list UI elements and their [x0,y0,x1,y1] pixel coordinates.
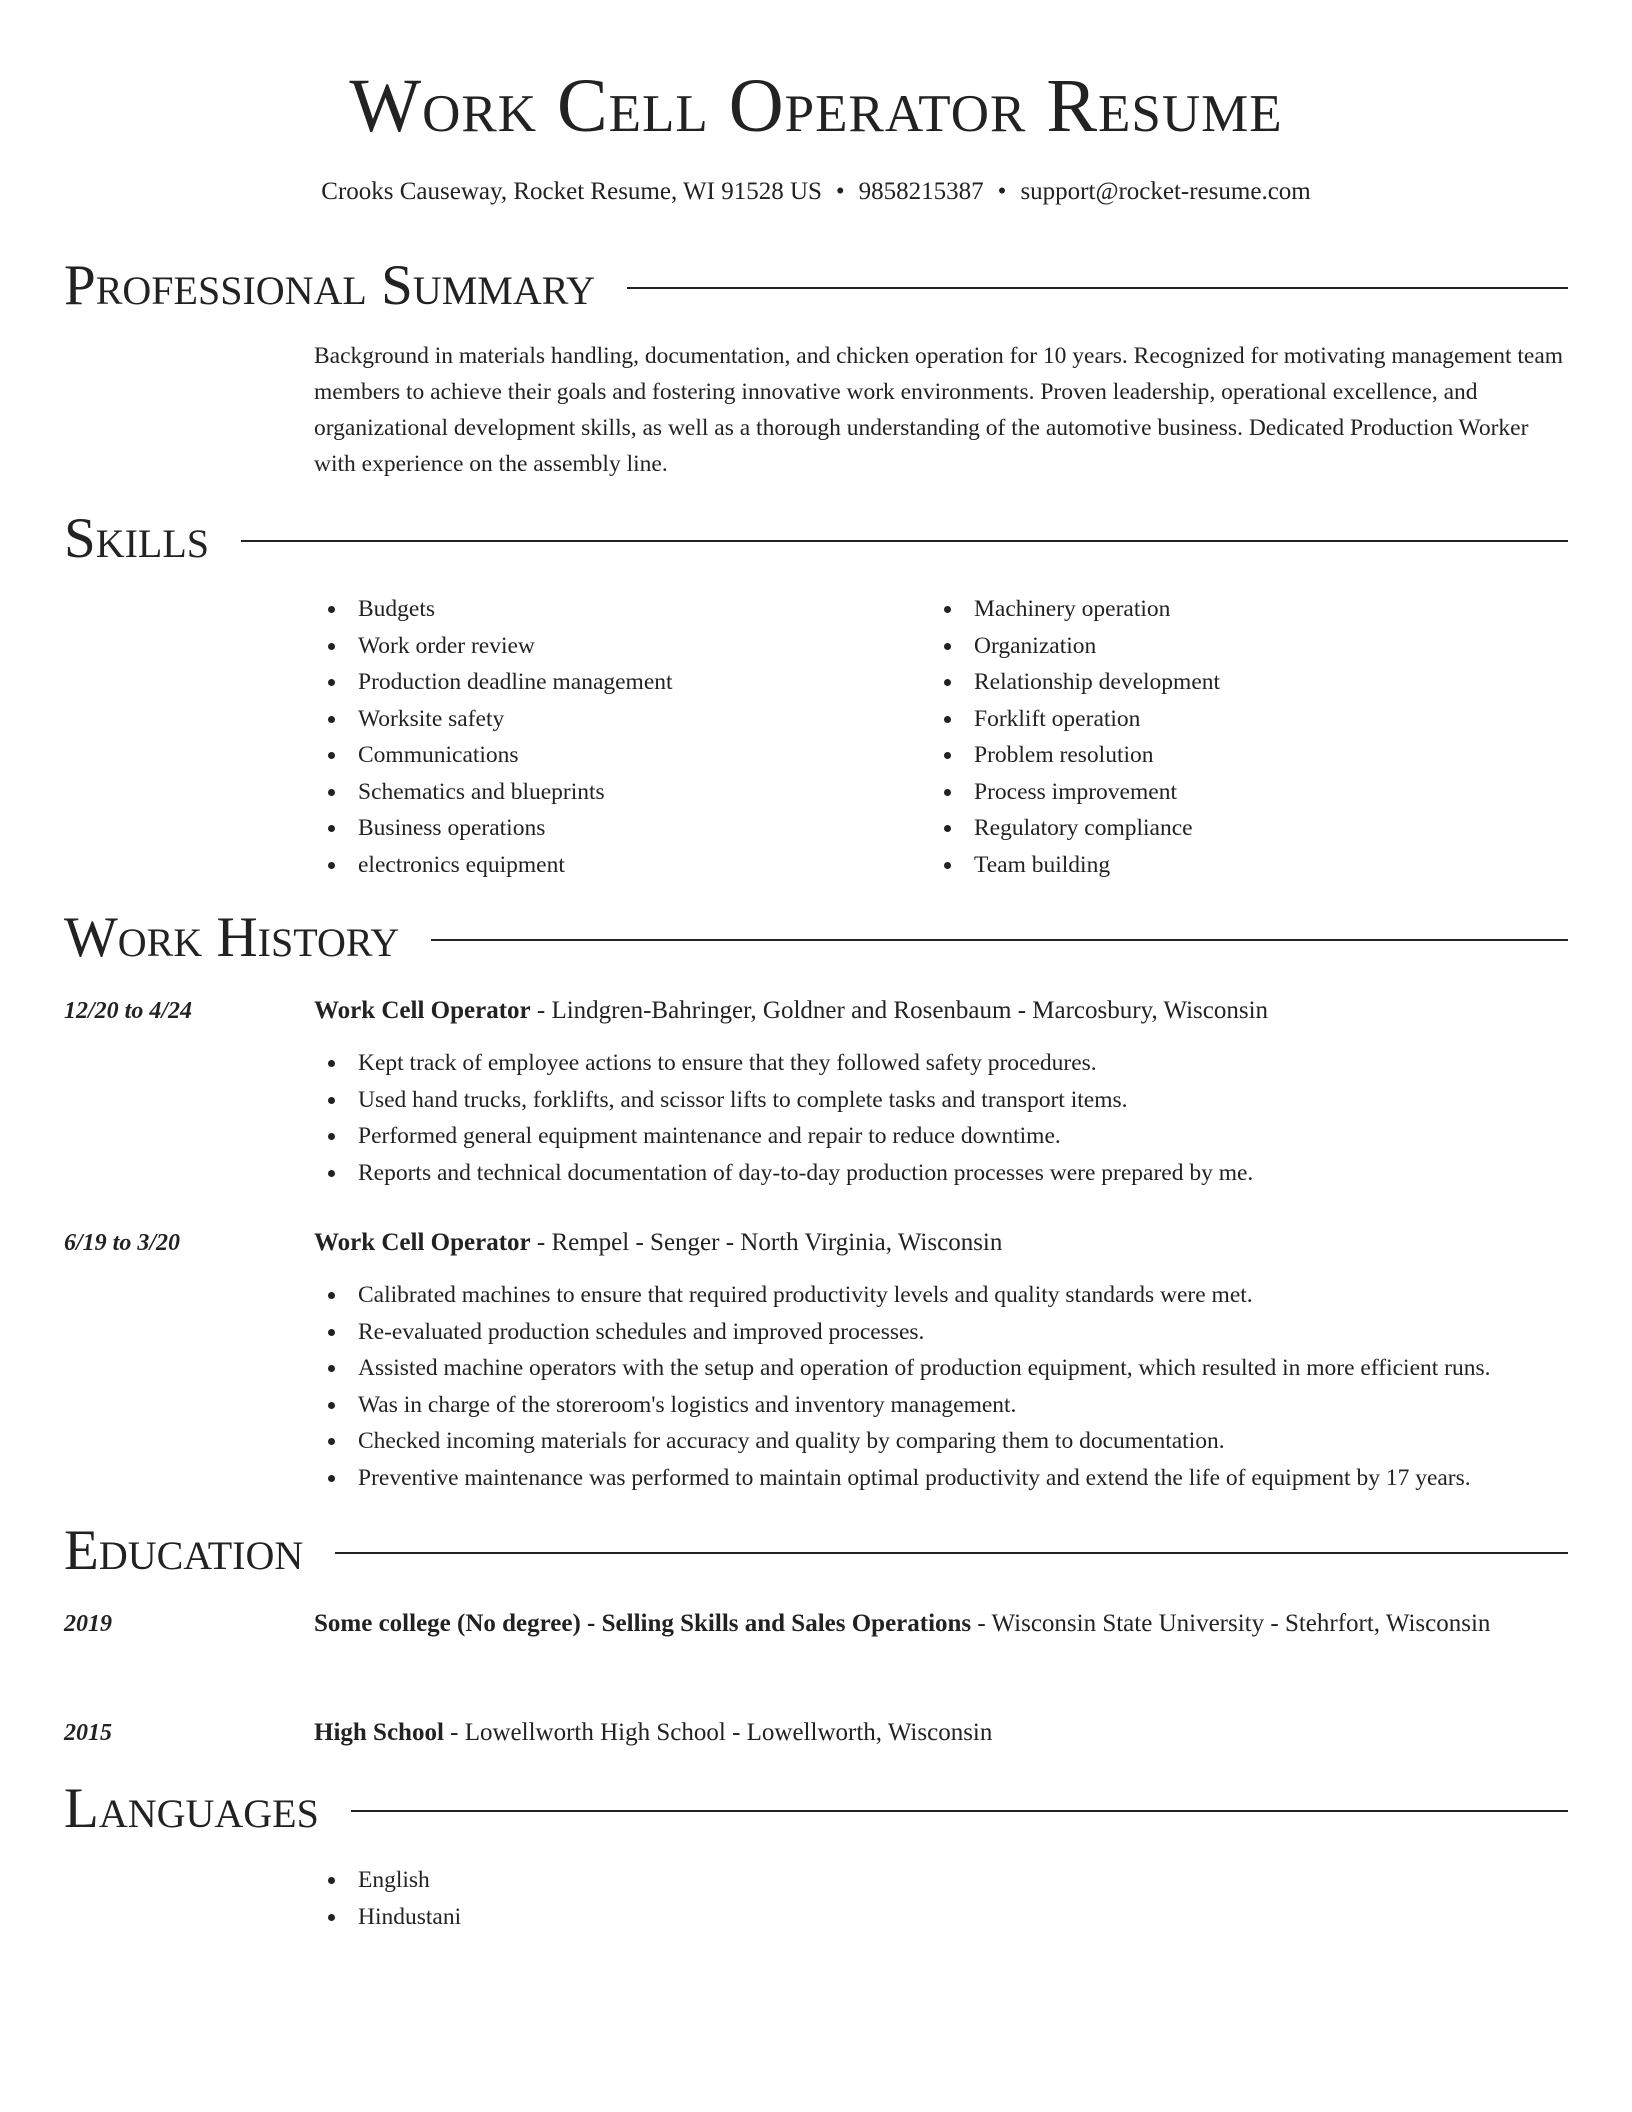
summary-heading: Professional Summary [64,254,596,317]
skill-item: Communications [314,737,914,774]
job-details: - Lindgren-Bahringer, Goldner and Rosenbaum - Marcosbury, Wisconsin [530,997,1269,1024]
job-bullet: Reports and technical documentation of day-to-day production processes were prepared by me. [314,1155,1574,1192]
contact-phone: 9858215387 [858,178,984,205]
section-divider [241,540,1568,542]
job-bullet: Used hand trucks, forklifts, and scissor lifts to complete tasks and transport items. [314,1082,1574,1119]
job-details: - Rempel - Senger - North Virginia, Wisconsin [530,1229,1003,1256]
section-divider [335,1552,1568,1554]
summary-section-header [64,253,1568,319]
skill-item: Regulatory compliance [930,810,1530,847]
languages-heading: Languages [64,1777,319,1840]
skill-item: Schematics and blueprints [314,774,914,811]
job-title: Work Cell Operator [314,997,531,1024]
skill-item: Budgets [314,591,914,628]
skill-item: Production deadline management [314,664,914,701]
skills-section-header [64,506,1568,572]
education-section-header [64,1518,1568,1584]
job-bullet: Was in charge of the storeroom's logistics and inventory management. [314,1387,1574,1424]
education-entry [314,1714,1570,1752]
education-details: - Lowellworth High School - Lowellworth, Wisconsin [443,1719,993,1746]
contact-line [0,176,1632,208]
contact-email: support@rocket-resume.com [1020,178,1311,205]
skill-item: Problem resolution [930,737,1530,774]
skill-item: Business operations [314,810,914,847]
skill-item: Organization [930,628,1530,665]
education-heading: Education [64,1519,304,1582]
education-degree: High School [314,1719,444,1746]
job-bullet: Assisted machine operators with the setup and operation of production equipment, which resulted in more efficient runs. [314,1350,1574,1387]
contact-separator: • [997,178,1007,205]
contact-address: Crooks Causeway, Rocket Resume, WI 91528 US [321,178,822,205]
work-history-heading: Work History [64,906,400,969]
job-bullets [314,1277,1574,1496]
skill-item: Machinery operation [930,591,1530,628]
job-bullet: Checked incoming materials for accuracy and quality by comparing them to documentation. [314,1423,1574,1460]
skill-item: electronics equipment [314,847,914,884]
skill-item: Process improvement [930,774,1530,811]
skill-item: Worksite safety [314,701,914,738]
languages-section-header [64,1776,1568,1842]
education-entry [314,1605,1504,1643]
job-bullet: Performed general equipment maintenance and repair to reduce downtime. [314,1118,1574,1155]
job-heading [314,992,1570,1030]
section-divider [351,1810,1568,1812]
languages-list [314,1862,1574,1935]
education-degree: Some college (No degree) - Selling Skills and Sales Operations [314,1610,972,1637]
job-dates: 12/20 to 4/24 [64,998,193,1024]
job-bullet: Preventive maintenance was performed to maintain optimal productivity and extend the life of equipment by 17 years. [314,1460,1574,1497]
education-year: 2019 [64,1611,112,1637]
job-bullets [314,1045,1574,1191]
skill-item: Work order review [314,628,914,665]
resume-title: Work Cell Operator Resume [349,64,1283,148]
skill-item: Forklift operation [930,701,1530,738]
job-heading [314,1224,1570,1262]
job-dates: 6/19 to 3/20 [64,1230,181,1256]
work-history-section-header [64,905,1568,971]
skills-list-right [930,591,1530,883]
language-item: Hindustani [314,1899,1574,1936]
education-details: - Wisconsin State University - Stehrfort, Wisconsin [971,1610,1491,1637]
summary-text: Background in materials handling, documentation, and chicken operation for 10 years. Recognized for motivating management team members to achieve their goals and fostering innovative work environments. Proven leadership, operational excellence, and organizational development skills, as well as a thorough understanding of the automotive business. Dedicated Production Worker with experience on the assembly line. [314,343,1564,477]
skills-list-left [314,591,914,883]
job-title: Work Cell Operator [314,1229,531,1256]
job-bullet: Re-evaluated production schedules and improved processes. [314,1314,1574,1351]
skill-item: Relationship development [930,664,1530,701]
skills-heading: Skills [64,507,210,570]
job-bullet: Kept track of employee actions to ensure that they followed safety procedures. [314,1045,1574,1082]
job-bullet: Calibrated machines to ensure that required productivity levels and quality standards were met. [314,1277,1574,1314]
language-item: English [314,1862,1574,1899]
section-divider [431,939,1568,941]
skill-item: Team building [930,847,1530,884]
contact-separator: • [835,178,845,205]
section-divider [627,287,1568,289]
education-year: 2015 [64,1720,112,1746]
